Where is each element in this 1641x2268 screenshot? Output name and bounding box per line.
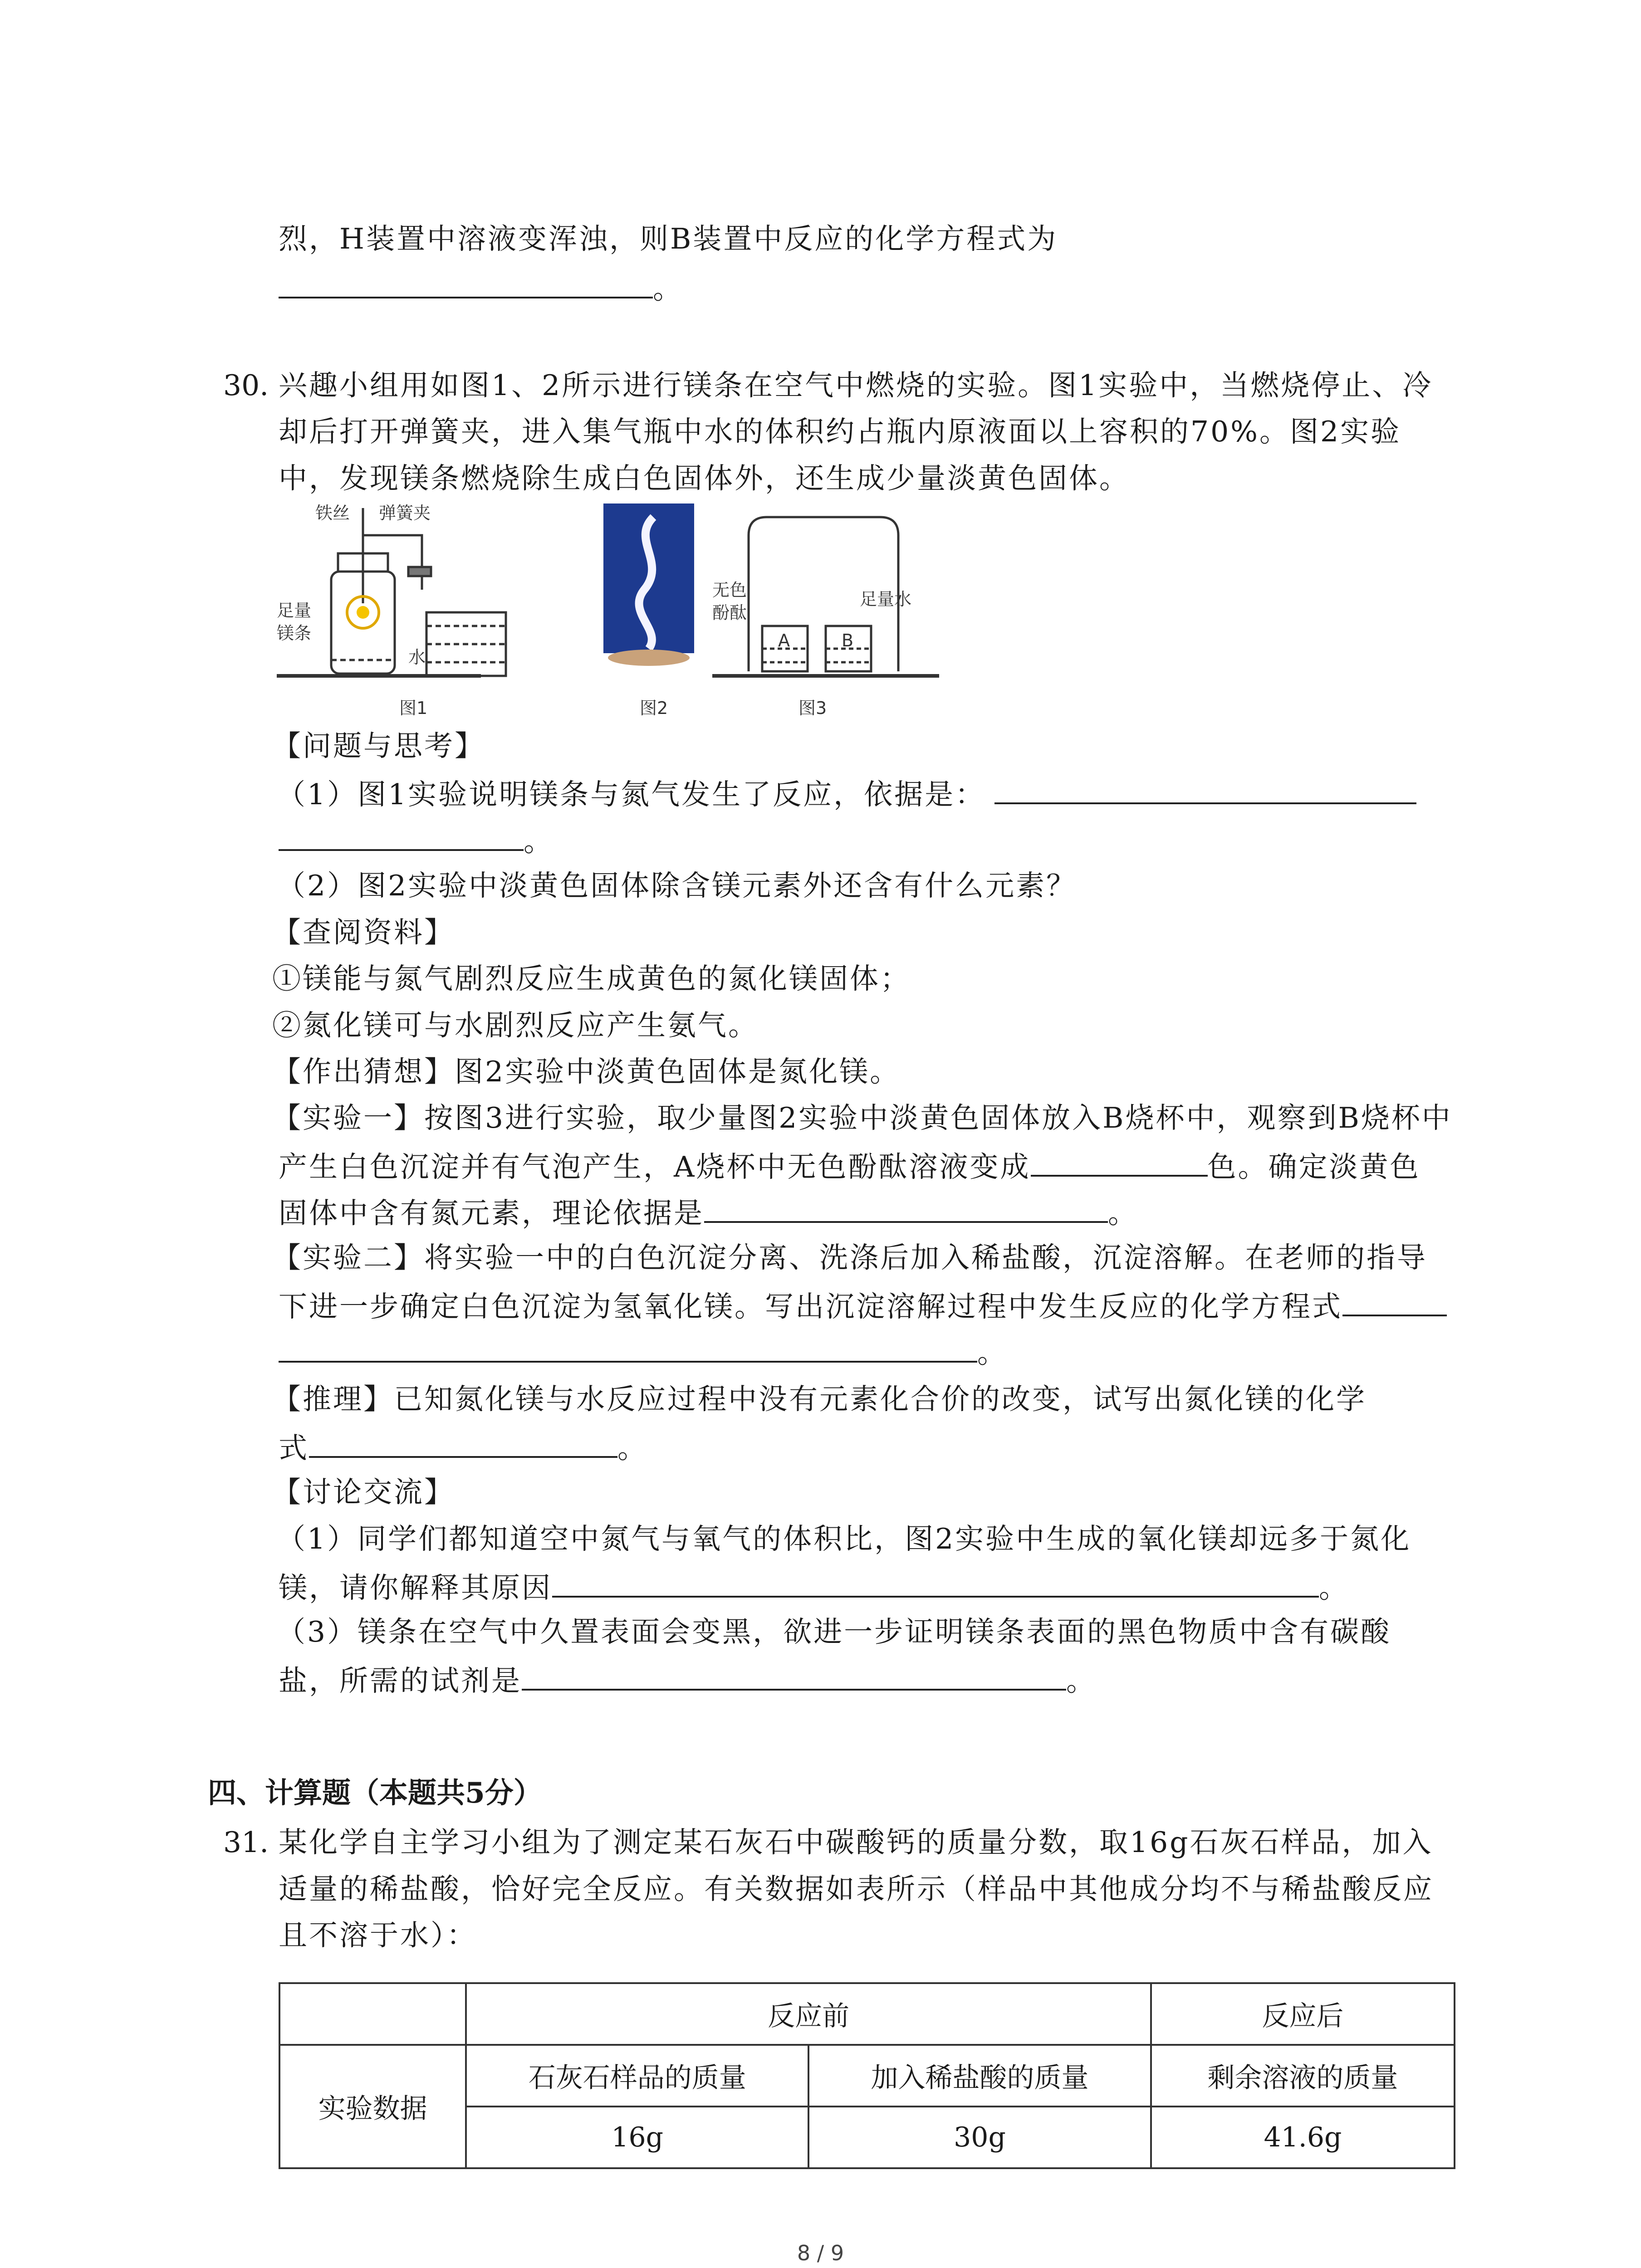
q31-stem-line: 某化学自主学习小组为了测定某石灰石中碳酸钙的质量分数，取16g石灰石样品，加入 bbox=[279, 1826, 1433, 1859]
section-title: 四、计算题（本题共5分） bbox=[208, 1776, 542, 1809]
intro-line bbox=[279, 221, 1058, 257]
section-heading: 【问题与思考】 bbox=[272, 729, 485, 763]
figure-1 bbox=[277, 508, 506, 676]
label-water-3: 足量水 bbox=[860, 589, 912, 609]
period: 。 bbox=[524, 825, 554, 858]
table-cell: 41.6g bbox=[1151, 2107, 1455, 2168]
label-iron-wire: 铁丝 bbox=[315, 503, 350, 523]
q30-p1-text: （1）图1实验说明镁条与氮气发生了反应，依据是： bbox=[277, 778, 986, 811]
table-cell: 30g bbox=[808, 2107, 1151, 2168]
period: 。 bbox=[1066, 1664, 1097, 1697]
column-header: 剩余溶液的质量 bbox=[1151, 2045, 1455, 2107]
label-water: 水 bbox=[408, 647, 426, 667]
caption-fig1: 图1 bbox=[399, 698, 428, 718]
label-beaker-a: A bbox=[778, 631, 790, 650]
ref-item-1: ①镁能与氮气剧烈反应生成黄色的氮化镁固体； bbox=[272, 962, 911, 995]
exp2-line-3 bbox=[279, 1333, 1008, 1371]
q30-p2-line: （2）图2实验中淡黄色固体除含镁元素外还含有什么元素？ bbox=[277, 869, 1077, 902]
q30-stem-line: 兴趣小组用如图1、2所示进行镁条在空气中燃烧的实验。图1实验中，当燃烧停止、冷 bbox=[279, 369, 1433, 402]
q30-stem-line: 中，发现镁条燃烧除生成白色固体外，还生成少量淡黄色固体。 bbox=[279, 462, 1130, 495]
experiment-figures bbox=[277, 499, 939, 726]
disc3-line-2 bbox=[279, 1661, 1097, 1699]
data-table bbox=[279, 1982, 1455, 2169]
section-heading: 【查阅资料】 bbox=[272, 916, 455, 949]
answer-blank[interactable] bbox=[279, 821, 524, 851]
answer-blank[interactable] bbox=[704, 1193, 1108, 1223]
answer-blank[interactable] bbox=[279, 1333, 977, 1363]
column-header: 加入稀盐酸的质量 bbox=[808, 2045, 1151, 2107]
exp1-text-2: 色。确定淡黄色 bbox=[1207, 1150, 1421, 1183]
q30-p1-line bbox=[277, 774, 1416, 813]
intro-answer-line bbox=[279, 269, 683, 307]
label-beaker-b: B bbox=[842, 631, 854, 650]
infer-line-1: 【推理】已知氮化镁与水反应过程中没有元素化合价的改变，试写出氮化镁的化学 bbox=[272, 1383, 1367, 1416]
answer-blank[interactable] bbox=[552, 1568, 1319, 1598]
disc3-text: 盐，所需的试剂是 bbox=[279, 1664, 522, 1697]
disc1-text: 镁，请你解释其原因 bbox=[279, 1571, 552, 1604]
answer-blank[interactable] bbox=[1031, 1147, 1208, 1177]
q31-stem-line: 且不溶于水）： bbox=[279, 1919, 477, 1952]
figures-block bbox=[277, 499, 939, 726]
exp2-text: 下进一步确定白色沉淀为氢氧化镁。写出沉淀溶解过程中发生反应的化学方程式 bbox=[279, 1290, 1342, 1323]
answer-blank[interactable] bbox=[279, 269, 653, 298]
label-mg-1: 足量 bbox=[277, 601, 312, 621]
question-number: 31. bbox=[223, 1826, 269, 1859]
table-row bbox=[279, 1983, 1455, 2045]
answer-blank[interactable] bbox=[994, 774, 1416, 804]
q30-stem-line: 却后打开弹簧夹，进入集气瓶中水的体积约占瓶内原液面以上容积的70%。图2实验 bbox=[279, 415, 1401, 448]
label-phenol-2: 酚酞 bbox=[712, 603, 747, 623]
answer-blank[interactable] bbox=[309, 1428, 617, 1458]
exp1-text: 产生白色沉淀并有气泡产生，A烧杯中无色酚酞溶液变成 bbox=[279, 1150, 1031, 1183]
label-clamp: 弹簧夹 bbox=[379, 503, 431, 523]
ref-item-2: ②氮化镁可与水剧烈反应产生氨气。 bbox=[272, 1009, 759, 1042]
label-mg-2: 镁条 bbox=[277, 623, 312, 643]
period: 。 bbox=[977, 1336, 1008, 1369]
answer-blank[interactable] bbox=[1342, 1286, 1447, 1316]
table-cell bbox=[279, 1983, 466, 2045]
question-number: 30. bbox=[223, 369, 269, 402]
exp1-line-1: 【实验一】按图3进行实验，取少量图2实验中淡黄色固体放入B烧杯中，观察到B烧杯中 bbox=[272, 1101, 1452, 1134]
infer-text: 式 bbox=[279, 1432, 309, 1465]
exp1-text-3: 固体中含有氮元素，理论依据是 bbox=[279, 1197, 704, 1230]
figure-2 bbox=[603, 503, 694, 666]
disc3-line-1: （3）镁条在空气中久置表面会变黑，欲进一步证明镁条表面的黑色物质中含有碳酸 bbox=[277, 1615, 1391, 1648]
answer-blank[interactable] bbox=[522, 1661, 1066, 1691]
table-row bbox=[279, 2045, 1455, 2107]
page-number: 8 / 9 bbox=[797, 2241, 844, 2265]
q31-stem-line: 适量的稀盐酸，恰好完全反应。有关数据如表所示（样品中其他成分均不与稀盐酸反应 bbox=[279, 1872, 1434, 1906]
caption-fig2: 图2 bbox=[640, 698, 668, 718]
row-label: 实验数据 bbox=[279, 2045, 466, 2168]
caption-fig3: 图3 bbox=[798, 698, 827, 718]
disc1-line-2 bbox=[279, 1568, 1349, 1606]
column-header: 石灰石样品的质量 bbox=[466, 2045, 808, 2107]
exp2-line-1: 【实验二】将实验一中的白色沉淀分离、洗涤后加入稀盐酸，沉淀溶解。在老师的指导 bbox=[272, 1241, 1427, 1274]
label-phenol-1: 无色 bbox=[712, 580, 747, 600]
period: 。 bbox=[617, 1432, 648, 1465]
hypothesis-line: 【作出猜想】图2实验中淡黄色固体是氮化镁。 bbox=[272, 1055, 901, 1088]
exp1-line-3 bbox=[279, 1193, 1138, 1232]
exp1-line-2 bbox=[279, 1147, 1421, 1185]
table-cell: 16g bbox=[466, 2107, 808, 2168]
table-header: 反应前 bbox=[466, 1983, 1151, 2045]
disc1-line-1: （1）同学们都知道空中氮气与氧气的体积比，图2实验中生成的氧化镁却远多于氮化 bbox=[277, 1522, 1411, 1555]
intro-text: 烈，H装置中溶液变浑浊，则B装置中反应的化学方程式为 bbox=[279, 222, 1058, 255]
section-heading: 【讨论交流】 bbox=[272, 1476, 455, 1509]
period: 。 bbox=[1319, 1571, 1349, 1604]
q30-p1-cont bbox=[279, 821, 554, 860]
exp2-line-2 bbox=[279, 1286, 1447, 1325]
period: 。 bbox=[653, 272, 683, 305]
table-header: 反应后 bbox=[1151, 1983, 1455, 2045]
infer-line-2 bbox=[279, 1428, 648, 1466]
period: 。 bbox=[1108, 1197, 1138, 1230]
